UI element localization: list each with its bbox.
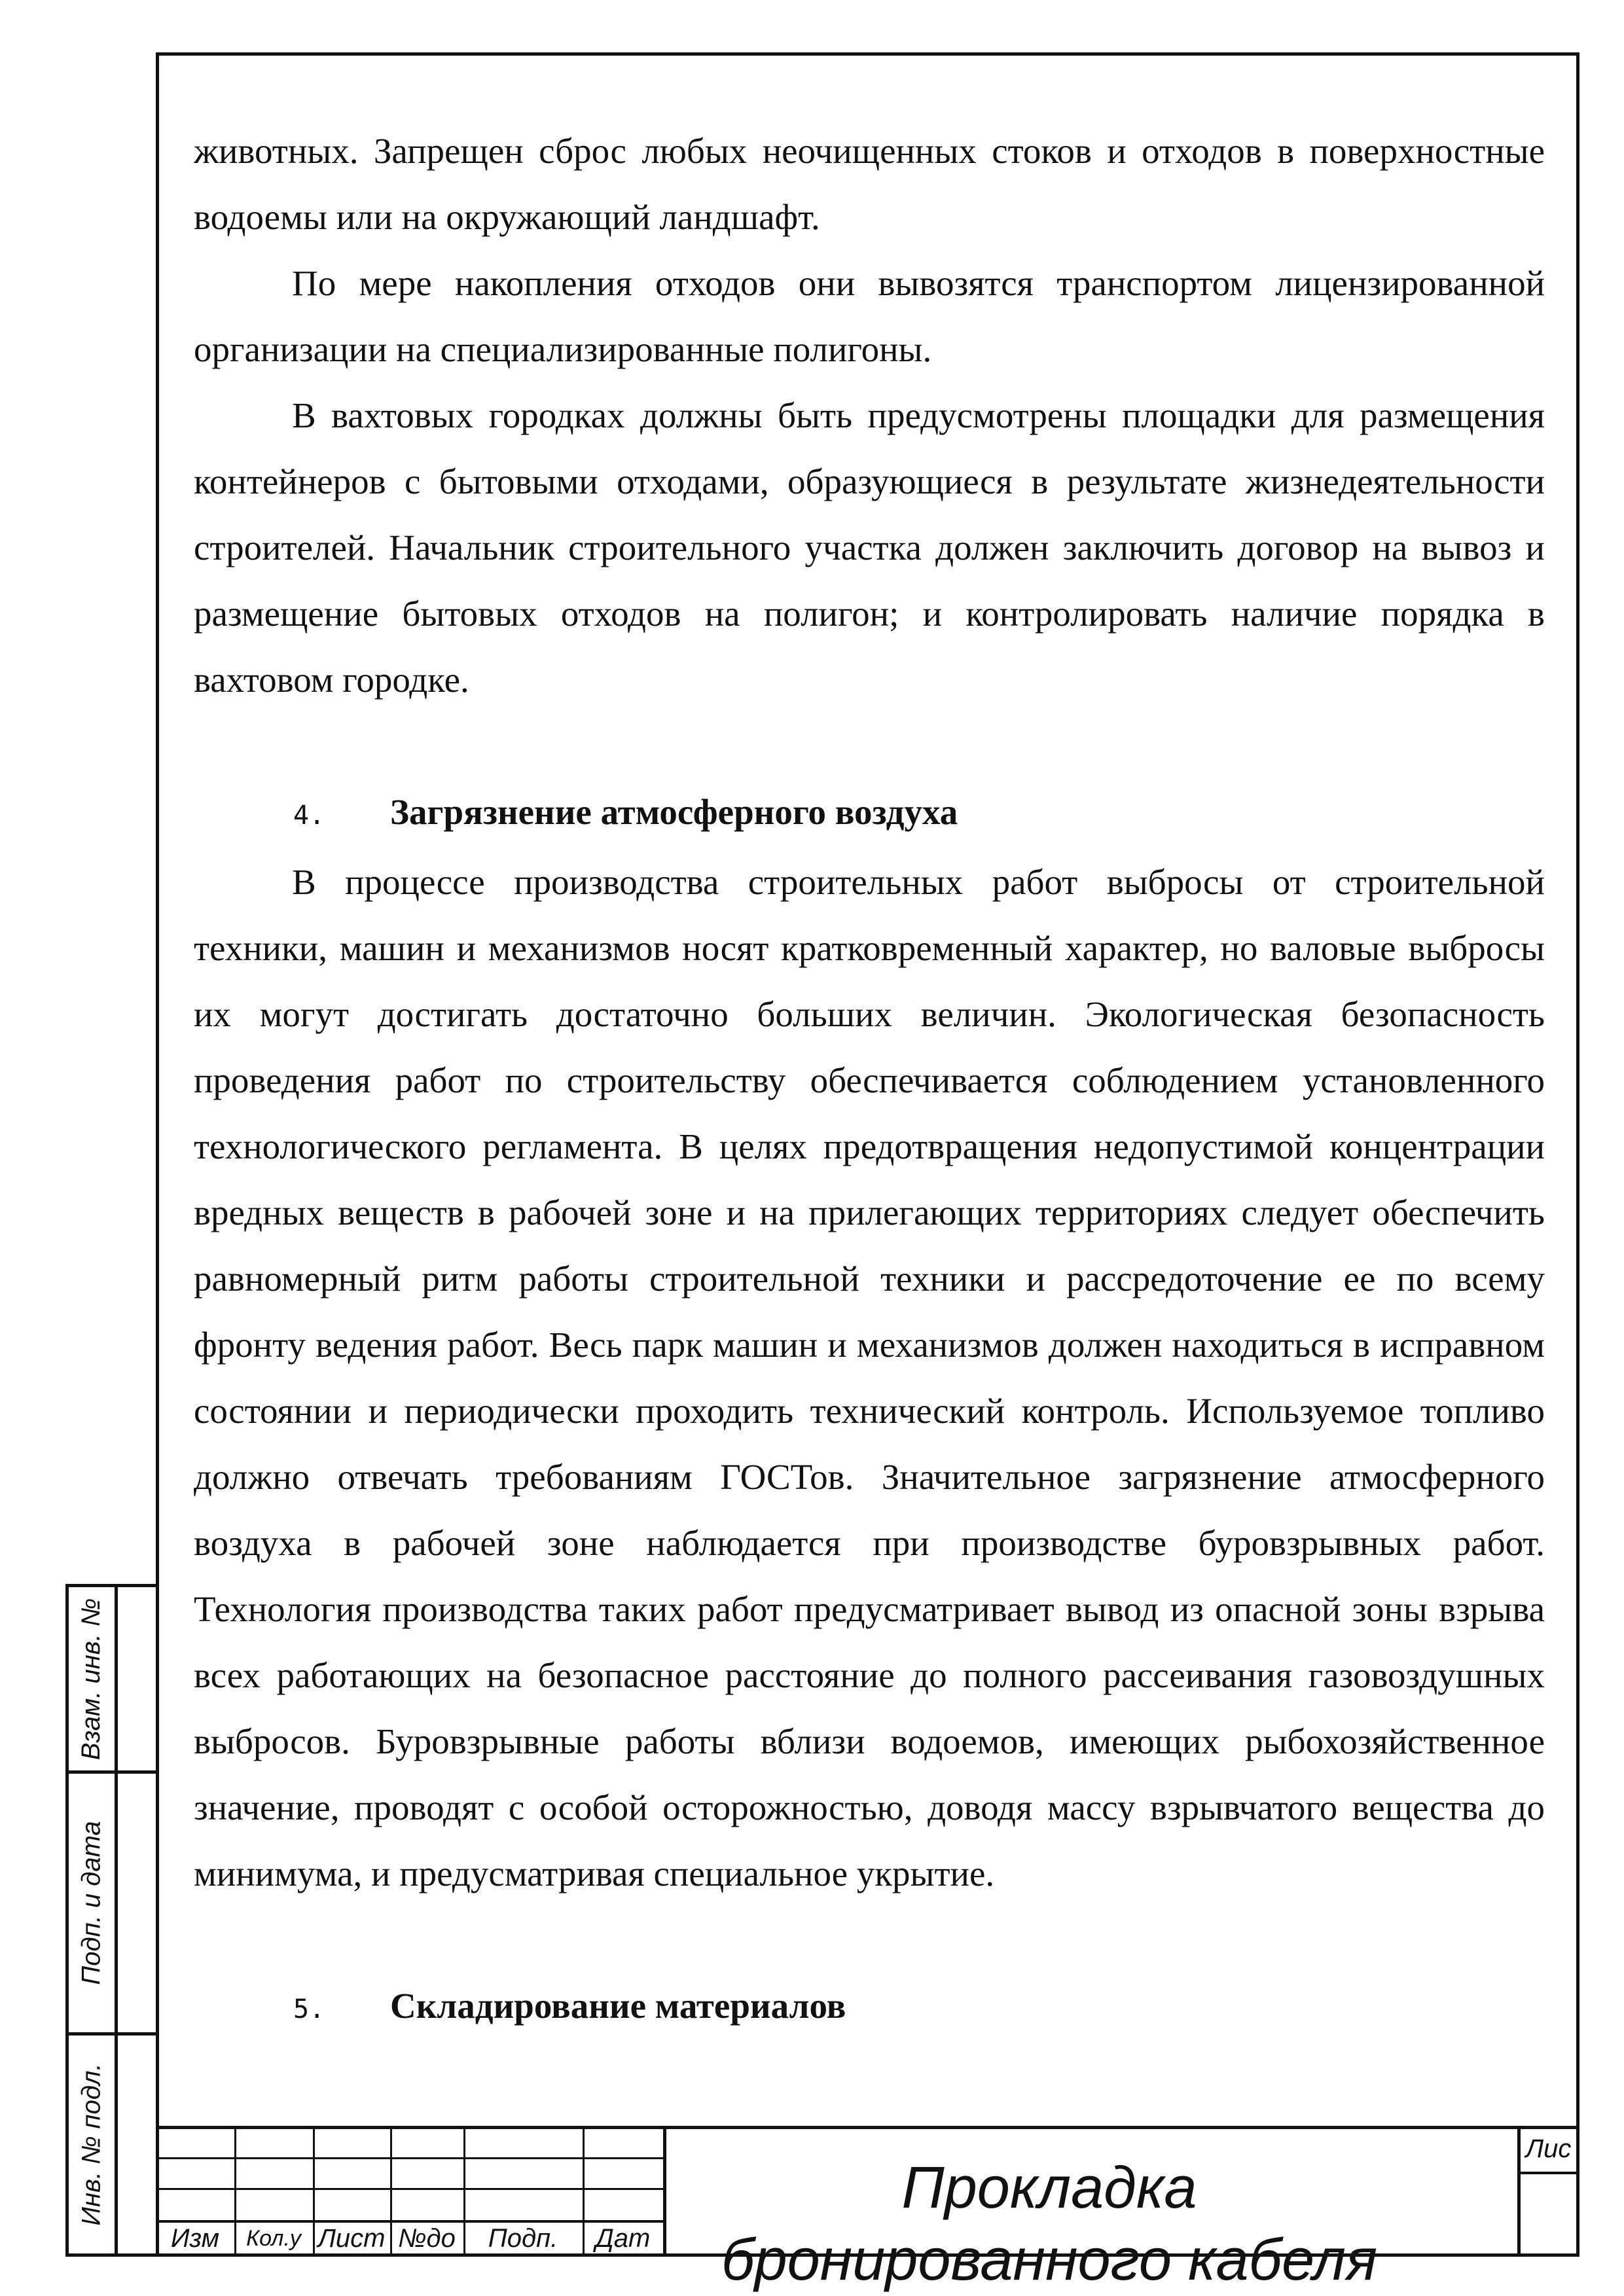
paragraph: В процессе производства строительных работ выбросы от строительной техники, машин и механизмов носят кратковременный характер, но валовые выбросы их могут достигать достаточно больших величин. Экологическая безопасность проведения работ по строительству обеспечивается соблюдением установленного технологического регламента. В целях предотвращения недопустимой концентрации вредных веществ в рабочей зоне и на прилегающих территориях следует обеспечить равномерный ритм работы строительной техники и рассредоточение ее по всему фронту ведения работ. Весь парк машин и механизмов должен находиться в исправном состоянии и периодически проходить технический контроль. Используемое топливо должно отвечать требованиям ГОСТов. Значительное загрязнение атмосферного воздуха в рабочей зоне наблюдается при производстве буровзрывных работ. Технология производства таких работ предусматривает вывод из опасной зоны взрыва всех работающих на безопасное расстояние до полного рассеивания газовоздушных выбросов. Буровзрывные работы вблизи водоемов, имеющих рыбохозяйственное значение, проводят с особой осторожностью, доводя массу взрывчатого вещества до минимума, и предусматривая специальное укрытие. — [194, 862, 1545, 1893]
section-title: Загрязнение атмосферного воздуха — [390, 792, 958, 832]
section-4-heading — [194, 779, 1545, 849]
side-label: Инв. № подл. — [77, 2063, 106, 2226]
side-label: Взам. инв. № — [77, 1598, 106, 1760]
column-label-quantity: Кол.у — [246, 2225, 301, 2251]
column-label-sheet: Лист — [317, 2223, 386, 2253]
column-label-change: Изм — [170, 2223, 220, 2253]
side-strip-inv-original — [65, 2032, 156, 2257]
paragraph: животных. Запрещен сброс любых неочищенных стоков и отходов в поверхностные водоемы или на окружающий ландшафт. — [194, 131, 1545, 237]
section-number: 4. — [293, 800, 325, 831]
document-body — [194, 118, 1545, 2043]
section-5-heading — [194, 1973, 1545, 2043]
title-block — [156, 2126, 1579, 2293]
paragraph: В вахтовых городках должны быть предусмотрены площадки для размещения контейнеров с бытовыми отходами, образующиеся в результате жизнедеятельности строителей. Начальник строительного участка должен заключить договор на вывоз и размещение бытовых отходов на полигон; и контролировать наличие порядка в вахтовом городке. — [194, 395, 1545, 700]
document-title: Прокладка бронированного кабеля — [721, 2155, 1378, 2293]
column-label-signature: Подп. — [488, 2223, 558, 2253]
paragraph: По мере накопления отходов они вывозятся транспортом лицензированной организации на специализированные полигоны. — [194, 263, 1545, 369]
side-strip-sign-date — [65, 1774, 156, 2036]
column-label-date: Дат — [595, 2223, 651, 2253]
column-label-doc-number: №до — [398, 2223, 456, 2253]
side-label: Подп. и дата — [77, 1821, 106, 1985]
side-strip-inv-replace — [65, 1584, 156, 1774]
section-title: Складирование материалов — [390, 1986, 846, 2026]
section-number: 5. — [293, 1994, 325, 2024]
sheet-label: Лис — [1525, 2134, 1572, 2163]
